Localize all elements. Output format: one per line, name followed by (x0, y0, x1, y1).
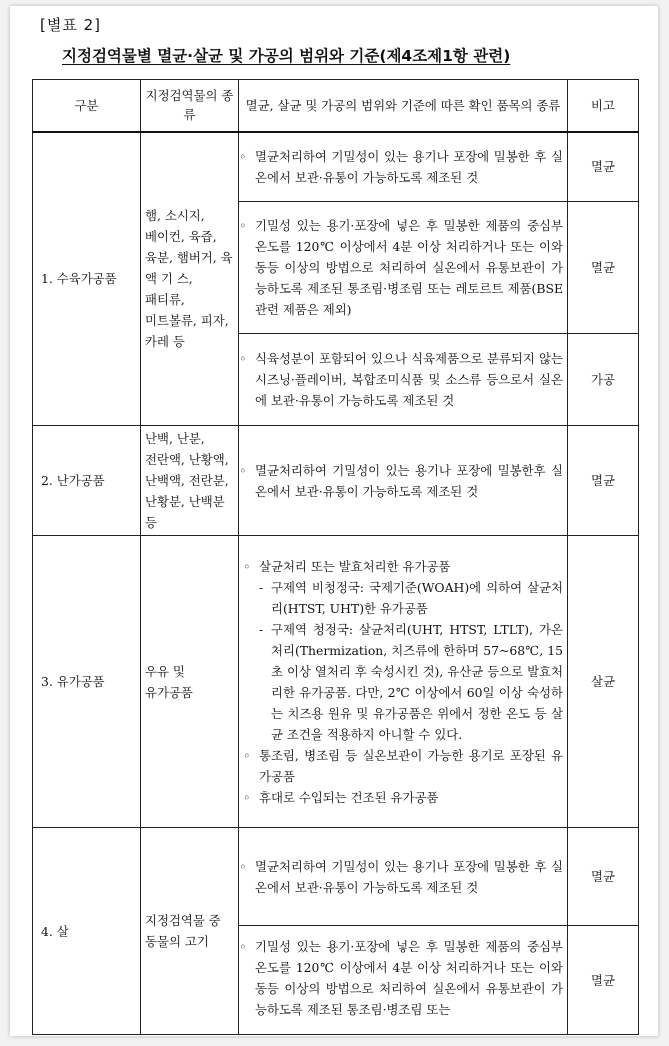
category-cell: 4. 살 (33, 828, 141, 1035)
content-cell (239, 334, 568, 426)
content-cell (239, 536, 568, 828)
note-cell: 멸균 (568, 132, 639, 202)
header-category: 구분 (33, 80, 141, 132)
content-cell (239, 926, 568, 1035)
type-cell: 햄, 소시지, 베이컨, 육즙, 육분, 햄버거, 육 액 기 스, 패티류, 미트볼류, 피자, 카레 등 (141, 132, 239, 426)
note-cell: 살균 (568, 536, 639, 828)
category-cell: 3. 유가공품 (33, 536, 141, 828)
content-text: 기밀성 있는 용기·포장에 넣은 후 밀봉한 제품의 중심부 온도를 120℃ 이상에서 4분 이상 처리하거나 또는 이와 동등 이상의 방법으로 처리하여 실온에서 유통보관이 가능하도록 제조된 통조림·병조림 또는 레토르트 제품(BSE 관련 제품은 제외) (255, 218, 563, 317)
header-type: 지정검역물의 종류 (141, 80, 239, 132)
table-row (33, 132, 639, 202)
table-row (33, 828, 639, 926)
note-cell: 멸균 (568, 202, 639, 334)
appendix-label: [별표 2] (40, 16, 101, 34)
dash-icon: - (259, 621, 264, 637)
bullet-icon: ◦ (243, 558, 251, 574)
content-text: 구제역 청정국: 살균처리(UHT, HTST, LTLT), 가온처리(Thermization, 치즈류에 한하며 57~68℃, 15초 이상 열처리 후 숙성시킨 것), 유산균 등으로 발효처리한 유가공품. 다만, 2℃ 이상에서 60일 이상 숙성하는 치즈용 원유 및 유가공품은 위에서 정한 온도 등 살균 조건을 적용하지 아니할 수 있다. (271, 621, 563, 742)
content-text: 기밀성 있는 용기·포장에 넣은 후 밀봉한 제품의 중심부 온도를 120℃ 이상에서 4분 이상 처리하거나 또는 이와 동등 이상의 방법으로 처리하여 실온에서 유통보관이 가능하도록 제조된 통조림·병조림 또는 (255, 939, 563, 1017)
bullet-icon: ◦ (239, 148, 247, 164)
content-cell (239, 202, 568, 334)
sub-item (243, 577, 563, 619)
note-cell: 멸균 (568, 828, 639, 926)
content-text: 멸균처리하여 기밀성이 있는 용기나 포장에 밀봉한후 실온에서 보관·유통이 가능하도록 제조된 것 (255, 462, 563, 499)
dash-icon: - (259, 579, 264, 595)
bullet-icon: ◦ (243, 789, 251, 805)
type-cell: 난백, 난분, 전란액, 난황액, 난백액, 전란분, 난황분, 난백분 등 (141, 426, 239, 536)
bullet-item (243, 556, 563, 577)
content-text: 살균처리 또는 발효처리한 유가공품 (259, 558, 451, 574)
bullet-icon: ◦ (243, 747, 251, 763)
note-cell: 멸균 (568, 926, 639, 1035)
note-cell: 가공 (568, 334, 639, 426)
header-note: 비고 (568, 80, 639, 132)
content-cell (239, 132, 568, 202)
document-title: 지정검역물별 멸균·살균 및 가공의 범위와 기준(제4조제1항 관련) (62, 47, 511, 65)
type-cell: 우유 및 유가공품 (141, 536, 239, 828)
table-row (33, 536, 639, 828)
content-cell (239, 828, 568, 926)
header-row (33, 80, 639, 132)
sub-item (243, 619, 563, 745)
bullet-item (243, 745, 563, 787)
content-text: 멸균처리하여 기밀성이 있는 용기나 포장에 밀봉한 후 실온에서 보관·유통이 가능하도록 제조된 것 (255, 148, 563, 185)
standards-table (32, 79, 639, 1035)
header-content: 멸균, 살균 및 가공의 범위와 기준에 따른 확인 품목의 종류 (239, 80, 568, 132)
bullet-icon: ◦ (239, 218, 247, 233)
content-text: 통조림, 병조림 등 실온보관이 가능한 용기로 포장된 유가공품 (259, 747, 563, 784)
content-text: 식육성분이 포함되어 있으나 식육제품으로 분류되지 않는 시즈닝·플레이버, 복합조미식품 및 소스류 등으로서 실온에 보관·유통이 가능하도록 제조된 것 (255, 351, 563, 408)
bullet-item (243, 787, 563, 808)
bullet-icon: ◦ (239, 462, 247, 478)
content-text: 구제역 비청정국: 국제기준(WOAH)에 의하여 살균처리(HTST, UHT)한 유가공품 (271, 579, 563, 616)
category-cell: 1. 수육가공품 (33, 132, 141, 426)
content-text: 멸균처리하여 기밀성이 있는 용기나 포장에 밀봉한 후 실온에서 보관·유통이 가능하도록 제조된 것 (255, 858, 563, 895)
bullet-icon: ◦ (239, 351, 247, 366)
table-row (33, 426, 639, 536)
bullet-icon: ◦ (239, 858, 247, 874)
content-text: 휴대로 수입되는 건조된 유가공품 (259, 789, 439, 805)
type-cell: 지정검역물 중 동물의 고기 (141, 828, 239, 1035)
content-cell (239, 426, 568, 536)
document-page (10, 6, 658, 1036)
note-cell: 멸균 (568, 426, 639, 536)
bullet-icon: ◦ (239, 939, 247, 954)
category-cell: 2. 난가공품 (33, 426, 141, 536)
